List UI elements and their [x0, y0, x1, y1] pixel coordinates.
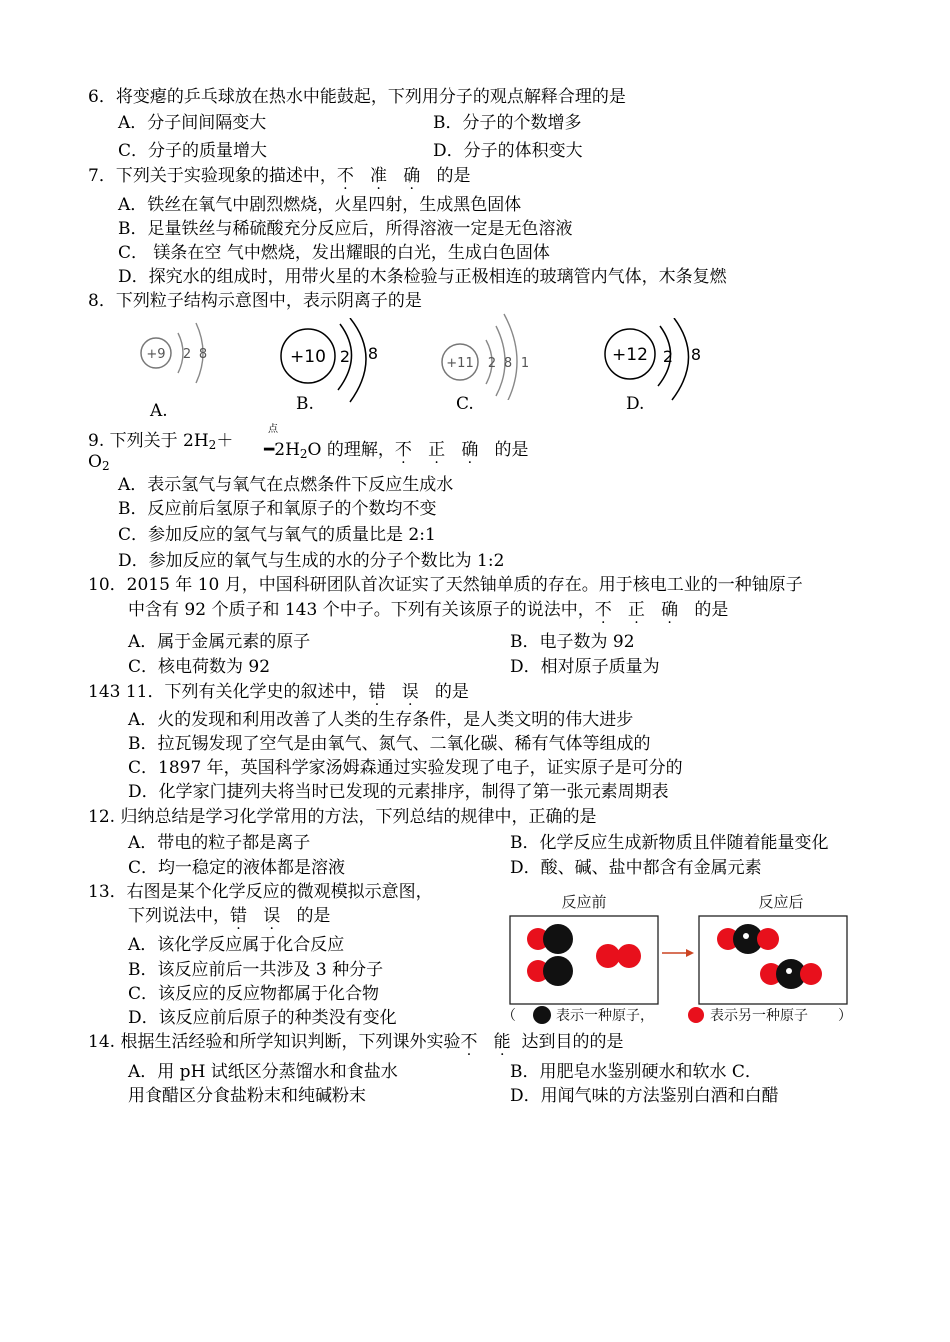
legend-text-2: 表示另一种原子	[710, 1008, 808, 1024]
atom-d-nucleus: +12	[612, 345, 648, 365]
atom-c-shell-1: 2	[487, 356, 497, 371]
legend-open: （	[502, 1008, 516, 1024]
q13-stem-line2: 下列说法中，错 误 的是	[128, 906, 331, 926]
q8-stem: 8．下列粒子结构示意图中，表示阴离子的是	[88, 291, 422, 311]
q10-stem-line1: 10．2015 年 10 月，中国科研团队首次证实了天然铀单质的存在。用于核电工业的一种铀原子	[88, 575, 803, 595]
q8-label-b: B.	[296, 394, 314, 414]
q9-option-a: A．表示氢气与氧气在点燃条件下反应生成水	[118, 475, 454, 495]
q9-stem-start: 9. 下列关于 $2H_2+$	[88, 431, 234, 452]
atom-b-nucleus: +10	[290, 347, 326, 367]
atom-b-shell-1: 2	[339, 347, 351, 366]
reaction-diagram	[496, 884, 864, 1026]
q14-stem: 14. 根据生活经验和所学知识判断，下列课外实验不 能 达到目的的是	[88, 1032, 624, 1052]
q7-option-c: C． 镁条在空 气中燃烧，发出耀眼的白光，生成白色固体	[118, 243, 550, 263]
q11-option-d: D．化学家门捷列夫将当时已发现的元素排序，制得了第一张元素周期表	[128, 782, 669, 802]
atom-diagram-b	[278, 318, 388, 408]
legend-text-1: 表示一种原子，	[556, 1008, 654, 1024]
q10-option-d: D．相对原子质量为	[510, 657, 660, 677]
q12-option-a: A．带电的粒子都是离子	[128, 833, 311, 853]
q10-option-b: B．电子数为 92	[510, 632, 635, 652]
after-molecule-2	[760, 959, 822, 989]
fig-after-label: 反应后	[758, 893, 804, 911]
legend-red-atom	[688, 1007, 704, 1023]
q6-option-d: D．分子的体积变大	[433, 141, 583, 161]
q13-option-c: C．该反应的反应物都属于化合物	[128, 984, 380, 1004]
q12-option-b: B．化学反应生成新物质且伴随着能量变化	[510, 833, 829, 853]
q7-option-d: D．探究水的组成时，用带火星的木条检验与正极相连的玻璃管内气体，木条复燃	[118, 267, 727, 287]
q8-label-a: A.	[150, 401, 168, 421]
q14-option-b: B．用肥皂水鉴别硬水和软水 C．	[510, 1062, 762, 1082]
q8-label-d: D.	[626, 394, 645, 414]
q9-option-d: D．参加反应的氧气与生成的水的分子个数比为 1:2	[118, 551, 505, 571]
q13-stem-line1: 13．右图是某个化学反应的微观模拟示意图，	[88, 882, 433, 902]
atom-a-nucleus: +9	[146, 347, 166, 362]
fig-before-label: 反应前	[561, 893, 607, 911]
after-molecule-1	[717, 924, 779, 954]
q6-option-a: A．分子间间隔变大	[118, 113, 267, 133]
atom-c-shell-3: 1	[520, 356, 530, 371]
q9-option-c: C．参加反应的氢气与氧气的质量比是 2:1	[118, 525, 436, 545]
atom-c-nucleus: +11	[446, 356, 474, 371]
atom-d-shell-2: 8	[690, 345, 702, 364]
atom-b-shell-2: 8	[367, 344, 379, 363]
q6-option-b: B．分子的个数增多	[433, 113, 582, 133]
q12-option-c: C．均一稳定的液体都是溶液	[128, 858, 346, 878]
q13-option-d: D．该反应前后原子的种类没有变化	[128, 1008, 397, 1028]
q14-option-a: A．用 pH 试纸区分蒸馏水和食盐水	[128, 1062, 398, 1082]
legend-black-atom	[533, 1006, 551, 1024]
q13-option-b: B．该反应前后一共涉及 3 种分子	[128, 960, 384, 980]
q6-option-c: C．分子的质量增大	[118, 141, 268, 161]
q9-equation-rest: $━2H_2O$ 的理解，不 正 确 的是	[264, 440, 529, 461]
q7-option-a: A．铁丝在氧气中剧烈燃烧，火星四射，生成黑色固体	[118, 195, 522, 215]
q12-stem: 12. 归纳总结是学习化学常用的方法，下列总结的规律中，正确的是	[88, 807, 597, 827]
q11-option-b: B．拉瓦锡发现了空气是由氧气、氮气、二氧化碳、稀有气体等组成的	[128, 734, 651, 754]
q14-option-c: 用食醋区分食盐粉末和纯碱粉末	[128, 1086, 366, 1106]
q11-option-c: C．1897 年，英国科学家汤姆森通过实验发现了电子，证实原子是可分的	[128, 758, 683, 778]
atom-d-shell-1: 2	[662, 347, 674, 366]
legend-close: ）	[838, 1008, 852, 1024]
q13-option-a: A．该化学反应属于化合反应	[128, 935, 345, 955]
q10-stem-line2: 中含有 92 个质子和 143 个中子。下列有关该原子的说法中，不 正 确 的是	[128, 600, 729, 620]
q9-option-b: B．反应前后氢原子和氧原子的个数均不变	[118, 499, 437, 519]
q11-stem: 143 11．下列有关化学史的叙述中，错 误 的是	[88, 682, 469, 702]
atom-a-shell-1: 2	[182, 347, 192, 362]
q7-stem: 7．下列关于实验现象的描述中，不 准 确 的是	[88, 166, 471, 186]
q11-option-a: A．火的发现和利用改善了人类的生存条件，是人类文明的伟大进步	[128, 710, 634, 730]
atom-a-shell-2: 8	[198, 347, 208, 362]
atom-c-shell-2: 8	[503, 356, 513, 371]
atom-diagram-c	[436, 310, 546, 400]
atom-diagram-a	[130, 315, 240, 400]
q14-option-d: D．用闻气味的方法鉴别白酒和白醋	[510, 1086, 779, 1106]
q9-condition: 点	[268, 424, 278, 435]
q7-option-b: B．足量铁丝与稀硫酸充分反应后，所得溶液一定是无色溶液	[118, 219, 573, 239]
q6-stem: 6．将变瘪的乒乓球放在热水中能鼓起，下列用分子的观点解释合理的是	[88, 87, 626, 107]
atom-diagram-d	[604, 318, 714, 408]
q12-option-d: D．酸、碱、盐中都含有金属元素	[510, 858, 762, 878]
q9-reactant-o2: $O_2$	[88, 452, 110, 473]
q10-option-c: C．核电荷数为 92	[128, 657, 271, 677]
q10-option-a: A．属于金属元素的原子	[128, 632, 311, 652]
q8-label-c: C.	[456, 394, 474, 414]
